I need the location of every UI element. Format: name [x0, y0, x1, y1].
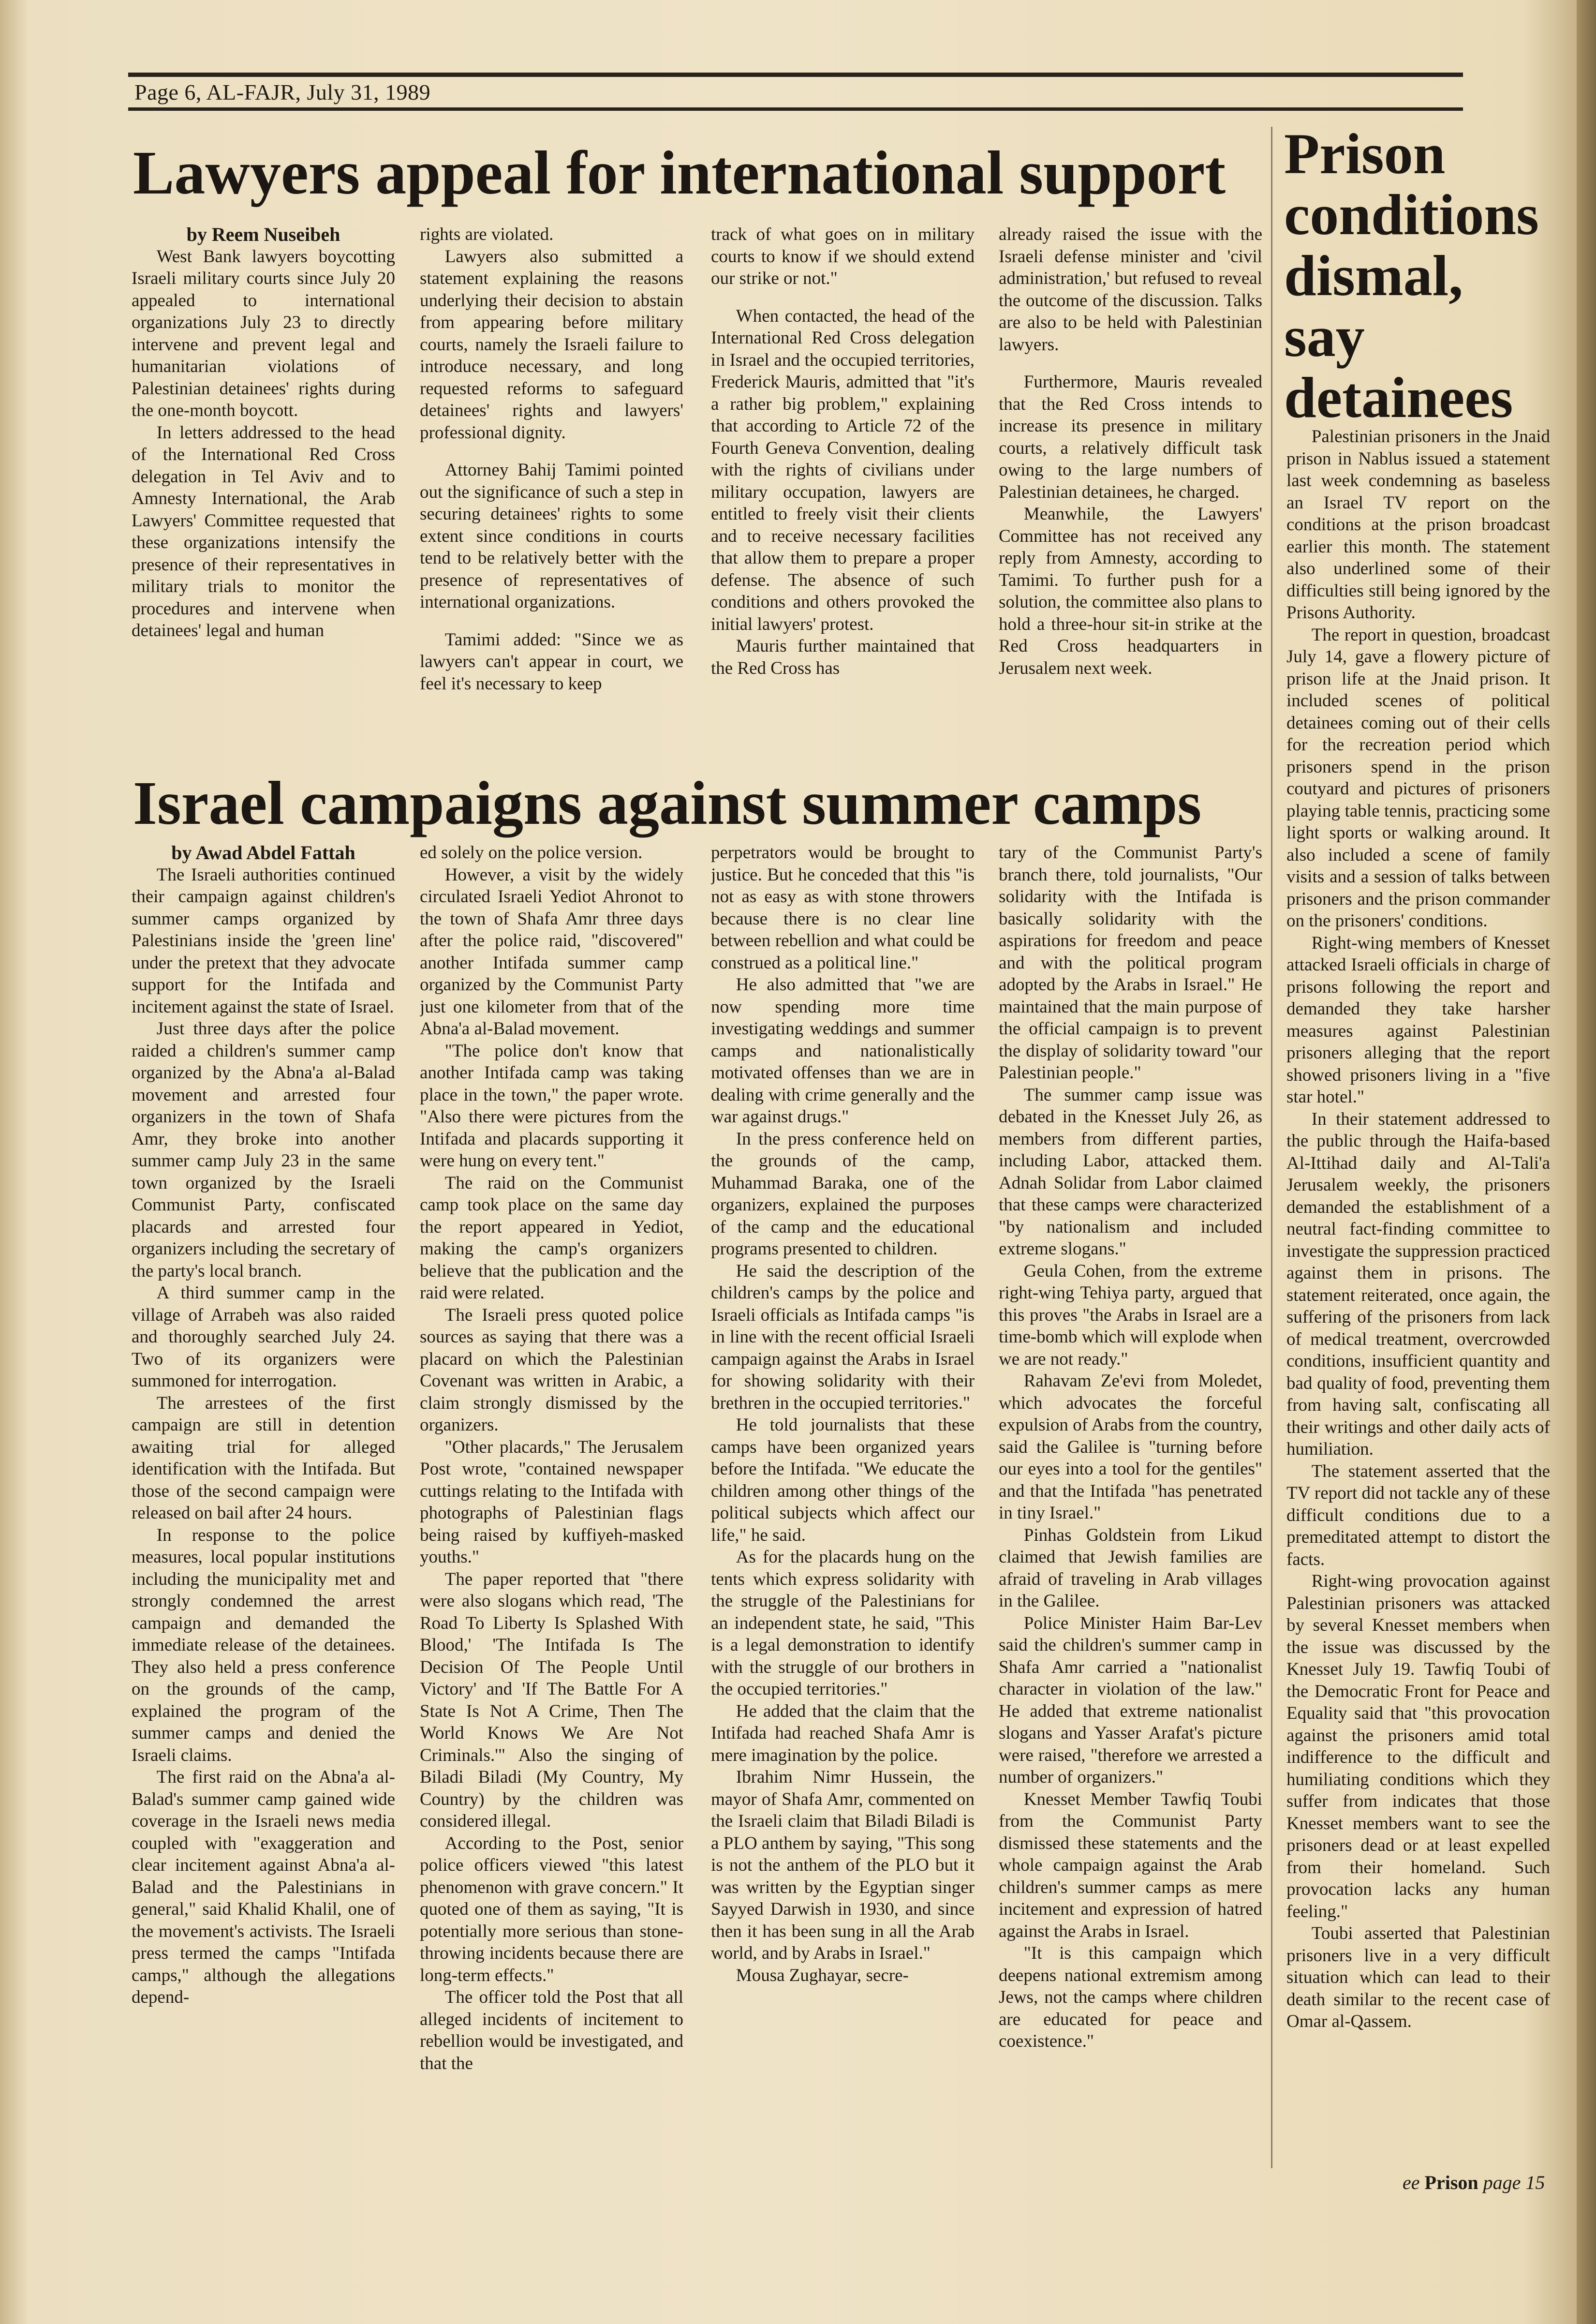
paragraph: Lawyers also submitted a statement explaining the reasons underlying their decision to abstain from appearing before military courts, namely the Israeli failure to introduce necessary, and long requested reforms to safeguard detainees' rights and lawyers' professional dignity.: [420, 246, 683, 443]
paragraph: The first raid on the Abna'a al-Balad's summer camp gained wide coverage in the Israeli news media coupled with "exaggeration and clear incitement against Abna'a al-Balad and the Palestinians in general," said Khalid Khalil, one of the movement's activists. The Israeli press termed the camps "Intifada camps," although the allegations depend-: [132, 1767, 395, 2007]
article1-column-4: [999, 223, 1262, 741]
paragraph: Ibrahim Nimr Hussein, the mayor of Shafa Amr, commented on the Israeli claim that Biladi Biladi is a PLO anthem by saying, "This song is not the anthem of the PLO but it was written by the Egyptian singer Sayyed Darwish in 1930, and since then it has been sung in all the Arab world, and by Arabs in Israel.": [711, 1767, 975, 1963]
paragraph: Just three days after the police raided a children's summer camp organized by the Abna'a al-Balad movement and arrested four organizers in the town of Shafa Amr, they broke into another summer camp July 23 in the same town organized by the Israeli Communist Party, confiscated placards and arrested four organizers including the secretary of the party's local branch.: [132, 1019, 395, 1281]
paragraphs: [711, 842, 975, 1986]
paragraph: Furthermore, Mauris revealed that the Red Cross intends to increase its presence in military courts, a relatively difficult task owing to the large numbers of Palestinian detainees, he charged.: [999, 372, 1262, 502]
paragraph: The paper reported that "there were also slogans which read, 'The Road To Liberty Is Splashed With Blood,' 'The Intifada Is The Decision Of The People Until Victory' and 'If The Battle For A State Is Not A Crime, Then The World Knows We Are Not Criminals.'" Also the singing of Biladi Biladi (My Country, My Country) by the children was considered illegal.: [420, 1569, 683, 1831]
paragraph: Police Minister Haim Bar-Lev said the children's summer camp in Shafa Amr carried a "nationalist character in violation of the law." He added that extreme nationalist slogans and Yasser Arafat's picture were raised, "therefore we arrested a number of organizers.": [999, 1613, 1262, 1787]
paragraph: The raid on the Communist camp took place on the same day the report appeared in Yediot, making the camp's organizers believe that the publication and the raid were related.: [420, 1173, 683, 1303]
paragraph: "The police don't know that another Intifada camp was taking place in the town," the paper wrote. "Also there were pictures from the Intifada and placards supporting it were hung on every tent.": [420, 1041, 683, 1171]
paragraph: He said the description of the children's camps by the police and Israeli officials as Intifada camps "is in line with the recent official Israeli campaign against the Arabs in Israel for showing solidarity with their brethren in the occupied territories.": [711, 1261, 975, 1413]
sidebar-column: [1286, 426, 1550, 2158]
article2-column-3: [711, 842, 975, 2182]
paragraph: Meanwhile, the Lawyers' Committee has not received any reply from Amnesty, according to Tamimi. To further push for a solution, the committee also plans to hold a three-hour sit-in strike at the Red Cross headquarters in Jerusalem next week.: [999, 504, 1262, 678]
paragraph: Rahavam Ze'evi from Moledet, which advocates the forceful expulsion of Arabs from the country, said the Galilee is "turning before our eyes into a tool for the gentiles" and that the Intifada "has penetrated in tiny Israel.": [999, 1371, 1262, 1523]
paragraph: When contacted, the head of the International Red Cross delegation in Israel and the occupied territories, Frederick Mauris, admitted that "it's a rather big problem," explaining that according to Article 72 of the Fourth Geneva Convention, dealing with the rights of civilians under military occupation, lawyers are entitled to freely visit their clients and to receive necessary facilities that allow them to prepare a proper defense. The absence of such conditions and others provoked the initial lawyers' protest.: [711, 306, 975, 634]
paragraphs: [999, 842, 1262, 2053]
paragraph: In response to the police measures, local popular institutions including the municipality met and strongly condemned the arrest campaign and demanded the immediate release of the detainees. They also held a press conference on the grounds of the camp, explained the program of the summer camps and denied the Israeli claims.: [132, 1525, 395, 1765]
paragraph: The Israeli authorities continued their campaign against children's summer camps organized by Palestinians inside the 'green line' under the pretext that they advocate support for the Intifada and incitement against the state of Israel.: [132, 864, 395, 1017]
header-rule: [128, 73, 1463, 77]
paragraph: Pinhas Goldstein from Likud claimed that Jewish families are afraid of traveling in Arab villages in the Galilee.: [999, 1525, 1262, 1611]
article1-column-1: [132, 223, 395, 741]
paragraph: The report in question, broadcast July 14, gave a flowery picture of prison life at the Jnaid prison. It included scenes of political detainees coming out of their cells for the recreation period which prisoners spend in the prison coutyard and pictures of prisoners playing table tennis, practicing some light sports or walking around. It also included a scene of family visits and a session of talks between prisoners and the prison commander on the prisoners' conditions.: [1286, 625, 1550, 931]
headline-prison-conditions: Prison conditions dismal, say detainees: [1284, 121, 1539, 430]
paragraph: rights are violated.: [420, 224, 554, 244]
paragraph: Tamimi added: "Since we as lawyers can't appear in court, we feel it's necessary to keep: [420, 629, 683, 694]
byline-reem-nuseibeh: by Reem Nuseibeh: [186, 223, 340, 245]
article2-column-4: [999, 842, 1262, 2182]
byline-awad-abdel-fattah: by Awad Abdel Fattah: [171, 842, 355, 864]
paragraph: Toubi asserted that Palestinian prisoners live in a very difficult situation which can lead to their death similar to the recent case of Omar al-Qassem.: [1286, 1923, 1550, 2031]
paragraphs: [420, 842, 683, 2074]
paragraph: Right-wing provocation against Palestinian prisoners was attacked by several Knesset members when the issue was discussed by the Knesset July 19. Tawfiq Toubi of the Democratic Front for Peace and Equality said that "this provocation against the prisoners amid total indifference to the difficult and humiliating conditions which they suffer from indicates that those Knesset members want to see the prisoners dead or at least expelled from their homeland. Such provocation lacks any human feeling.": [1286, 1571, 1550, 1922]
paragraph: Palestinian prisoners in the Jnaid prison in Nablus issued a statement last week condemning as baseless an Israel TV report on the conditions at the prison broadcast earlier this month. The statement also underlined some of their difficulties still being ignored by the Prisons Authority.: [1286, 427, 1550, 623]
paragraph: perpetrators would be brought to justice. But he conceded that this "is not as easy as with stone throwers because there is no clear line between rebellion and what could be construed as a political line.": [711, 843, 975, 973]
header-rule-lower: [128, 107, 1463, 111]
paragraph: West Bank lawyers boycotting Israeli military courts since July 20 appealed to international organizations July 23 to directly intervene and prevent legal and humanitarian violations of Palestinian detainees' rights during the one-month boycott.: [132, 246, 395, 420]
paragraph: He also admitted that "we are now spending more time investigating weddings and summer camps and nationalistically motivated offenses than we are in dealing with crime generally and the war against drugs.": [711, 975, 975, 1127]
paragraph: Geula Cohen, from the extreme right-wing Tehiya party, argued that this proves "the Arabs in Israel are a time-bomb which will explode when we are not ready.": [999, 1261, 1262, 1369]
paragraphs: [132, 246, 395, 642]
paragraph: Knesset Member Tawfiq Toubi from the Communist Party dismissed these statements and the whole campaign against the Arab children's summer camps as mere incitement and expression of hatred against the Arabs in Israel.: [999, 1789, 1262, 1941]
paragraph: The statement asserted that the TV report did not tackle any of these difficult conditions due to a premeditated attempt to distort the facts.: [1286, 1461, 1550, 1569]
paragraphs: [1286, 426, 1550, 2033]
paragraph: In the press conference held on the grounds of the camp, Muhammad Baraka, one of the organizers, explained the purposes of the camp and the educational programs presented to children.: [711, 1129, 975, 1259]
sidebar-divider: [1271, 127, 1272, 2168]
paragraph: "Other placards," The Jerusalem Post wrote, "contained newspaper cuttings relating to the Intifada with photographs of Palestinian flags being raised by kuffiyeh-masked youths.": [420, 1437, 683, 1567]
paragraph: track of what goes on in military courts to know if we should extend our strike or not.": [711, 224, 975, 288]
paragraph: already raised the issue with the Israeli defense minister and 'civil administration,' but refused to reveal the outcome of the discussion. Talks are also to be held with Palestinian lawyers.: [999, 224, 1262, 355]
paragraph: "It is this campaign which deepens national extremism among Jews, not the camps where children are educated for peace and coexistence.": [999, 1943, 1262, 2051]
jump-word: Prison: [1424, 2172, 1478, 2193]
paragraph: The officer told the Post that all alleged incidents of incitement to rebellion would be investigated, and that the: [420, 1987, 683, 2073]
paragraphs: [999, 223, 1262, 679]
article2-column-2: [420, 842, 683, 2182]
article2-column-1: [132, 842, 395, 2182]
paragraph: He added that the claim that the Intifada had reached Shafa Amr is mere imagination by the police.: [711, 1701, 975, 1765]
paragraph: The Israeli press quoted police sources as saying that there was a placard on which the Palestinian Covenant was written in Arabic, a claim strongly dismissed by the organizers.: [420, 1305, 683, 1435]
paragraph: Mauris further maintained that the Red Cross has: [711, 636, 975, 678]
paragraph: ed solely on the police version.: [420, 843, 643, 863]
paragraph: The summer camp issue was debated in the Knesset July 26, as members from different parties, including Labor, attacked them. Adnah Solidar from Labor claimed that these camps were characterized "by nationalism and included extreme slogans.": [999, 1085, 1262, 1259]
paragraph: In their statement addressed to the public through the Haifa-based Al-Ittihad daily and Al-Tali'a Jerusalem weekly, the prisoners demanded the establishment of a neutral fact-finding committee to investigate the suppression practiced against them in prisons. The statement reiterated, once again, the suffering of the prisoners from lack of medical treatment, overcrowded conditions, insufficient quantity and bad quality of food, preventing them from having salt, confiscating all their writings and other daily acts of humiliation.: [1286, 1109, 1550, 1459]
paragraphs: [420, 223, 683, 695]
article1-column-3: [711, 223, 975, 741]
paragraph: Attorney Bahij Tamimi pointed out the significance of such a step in securing detainees' rights to some extent since conditions in courts tend to be relatively better with the presence of representatives of international organizations.: [420, 460, 683, 612]
paragraph: As for the placards hung on the tents which express solidarity with the struggle of the Palestinians for an independent state, he said, "This is a legal demonstration to identify with the struggle of our brothers in the occupied territories.": [711, 1547, 975, 1699]
folio: Page 6, AL-FAJR, July 31, 1989: [134, 80, 431, 104]
paragraph: He told journalists that these camps have been organized years before the Intifada. "We educate the children among other things of the political subjects which affect our life," he said.: [711, 1415, 975, 1545]
continued-on-line: [1403, 2171, 1545, 2194]
article1-column-2: [420, 223, 683, 741]
paragraph: In letters addressed to the head of the International Red Cross delegation in Tel Aviv and to Amnesty International, the Arab Lawyers' Committee requested that these organizations intensify the presence of their representatives in military trials to monitor the procedures and intervene when detainees' legal and human: [132, 422, 395, 641]
headline-lawyers: Lawyers appeal for international support: [133, 138, 1226, 207]
headline-summer-camps: Israel campaigns against summer camps: [133, 769, 1202, 837]
paragraphs: [711, 223, 975, 679]
paragraph: The arrestees of the first campaign are still in detention awaiting trial for alleged identification with the Intifada. But those of the second campaign were released on bail after 24 hours.: [132, 1393, 395, 1523]
paragraph: Right-wing members of Knesset attacked Israeli officials in charge of prisons following the report and demanded they take harsher measures against Palestinian prisoners alleging that the report showed prisoners living in a "five star hotel.": [1286, 933, 1550, 1107]
paragraph: However, a visit by the widely circulated Israeli Yediot Ahronot to the town of Shafa Amr three days after the police raid, "discovered" another Intifada summer camp organized by the Communist Party just one kilometer from that of the Abna'a al-Balad movement.: [420, 864, 683, 1039]
jump-prefix: ee: [1403, 2172, 1420, 2193]
page-binding-edge: [1577, 0, 1596, 2324]
paragraphs: [132, 864, 395, 2009]
paragraph: tary of the Communist Party's branch there, told journalists, "Our solidarity with the Intifada is basically solidarity with the aspirations for freedom and peace and with the political program adopted by the Arabs in Israel." He maintained that the main purpose of the official campaign is to prevent the display of solidarity toward "our Palestinian people.": [999, 843, 1262, 1083]
paragraph: Mousa Zughayar, secre-: [736, 1965, 909, 1985]
paragraph: According to the Post, senior police officers viewed "this latest phenomenon with grave concern." It quoted one of them as saying, "It is potentially more serious than stone-throwing incidents because there are long-term effects.": [420, 1833, 683, 1985]
jump-page: page 15: [1483, 2172, 1545, 2193]
paragraph: A third summer camp in the village of Arrabeh was also raided and thoroughly searched July 24. Two of its organizers were summoned for interrogation.: [132, 1283, 395, 1391]
